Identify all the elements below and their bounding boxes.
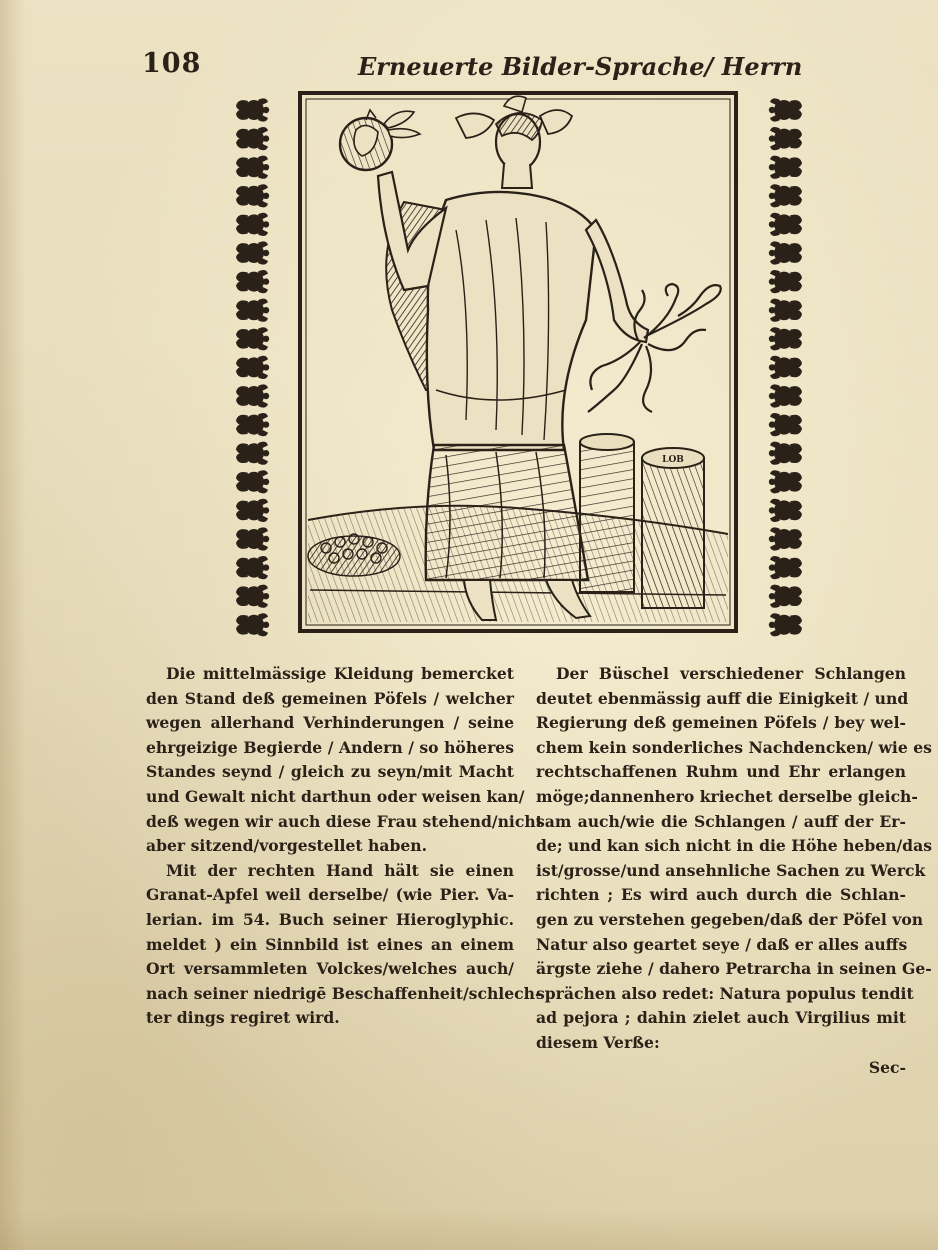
text-line: deutet ebenmässig auff die Einigkeit / und [536, 688, 909, 708]
fleuron-icon [236, 356, 269, 379]
fleuron-icon [769, 470, 802, 493]
text-line: wegen allerhand Verhinderungen / seine [146, 713, 514, 733]
text-line: Regierung deß gemeinen Pöfels / bey wel- [536, 713, 906, 733]
fleuron-icon [236, 413, 269, 436]
fleuron-icon [236, 299, 269, 322]
fleuron-icon [236, 241, 269, 264]
text-line: richten ; Es wird auch durch die Schlan- [536, 885, 906, 905]
fleuron-icon [236, 327, 269, 350]
fleuron-icon [769, 413, 802, 436]
fleuron-icon [236, 499, 269, 522]
woodcut-illustration [296, 90, 740, 636]
text-line: sprächen also redet: Natura populus tendit [536, 983, 914, 1003]
fleuron-icon [769, 156, 802, 179]
fleuron-icon [236, 585, 269, 608]
fleuron-icon [236, 127, 269, 150]
text-line: Mit der rechten Hand hält sie einen [166, 860, 514, 880]
jar-inscription: LOB [662, 455, 684, 465]
fleuron-icon [236, 98, 269, 121]
text-line: Der Büschel verschiedener Schlangen [556, 664, 906, 683]
fleuron-icon [236, 470, 269, 493]
text-line: diesem Verße: [536, 1032, 660, 1052]
serpents-bundle-icon [588, 284, 721, 412]
fleuron-border-left-icon [232, 96, 272, 640]
text-line: Standes seynd / gleich zu seyn/mit Macht [146, 762, 514, 782]
text-line: und Gewalt nicht darthun oder weisen kan/ [146, 786, 525, 806]
text-line: Natur also geartet seye / daß er alles auffs [536, 934, 908, 954]
page-edge-shadow [0, 0, 26, 1250]
text-line: de; und kan sich nicht in die Höhe heben/das [536, 836, 932, 856]
text-line: ärgste ziehe / dahero Petrarcha in seinen Ge- [536, 959, 932, 979]
text-line: lerian. im 54. Buch seiner Hieroglyphic. [146, 909, 514, 929]
page-bottom-shadow [0, 1210, 938, 1250]
fleuron-icon [769, 299, 802, 322]
fleuron-icon [236, 213, 269, 236]
text-line: ter dings regiret wird. [146, 1008, 340, 1028]
text-line: deß wegen wir auch diese Frau stehend/nicht [146, 811, 543, 831]
fleuron-icon [769, 556, 802, 579]
pomegranate-icon [340, 110, 420, 170]
fleuron-border-right-icon [766, 96, 806, 640]
text-line: aber sitzend/vorgestellet haben. [146, 836, 428, 856]
fleuron-icon [769, 384, 802, 407]
fleuron-icon [236, 613, 269, 636]
fleuron-icon [236, 442, 269, 465]
text-line: möge;dannenhero kriechet derselbe gleich- [536, 786, 918, 806]
text-line: nach seiner niedrigē Beschaffenheit/schlech- [146, 983, 542, 1003]
running-head: Erneuerte Bilder-Sprache/ Herrn [358, 52, 803, 81]
text-line: ist/grosse/und ansehnliche Sachen zu Werck [536, 860, 926, 880]
text-column-left [146, 662, 543, 1031]
fleuron-icon [236, 270, 269, 293]
fleuron-icon [769, 585, 802, 608]
text-line: ehrgeizige Begierde / Andern / so höheres [146, 737, 514, 757]
text-line: sam auch/wie die Schlangen / auff der Er- [536, 811, 906, 831]
fleuron-icon [769, 499, 802, 522]
text-column-right [536, 662, 932, 1080]
fleuron-icon [236, 184, 269, 207]
fleuron-icon [769, 241, 802, 264]
fleuron-icon [769, 127, 802, 150]
text-line: Granat-Apfel weil derselbe/ (wie Pier. Va- [146, 885, 514, 905]
text-line: meldet ) ein Sinnbild ist eines an einem [146, 934, 514, 954]
catchword: Sec- [868, 1057, 906, 1077]
fleuron-icon [769, 527, 802, 550]
fleuron-icon [769, 356, 802, 379]
fleuron-icon [236, 156, 269, 179]
fleuron-icon [769, 184, 802, 207]
text-line: Ort versammleten Volckes/welches auch/ [146, 959, 514, 979]
fleuron-icon [769, 270, 802, 293]
fleuron-icon [769, 442, 802, 465]
fleuron-icon [236, 556, 269, 579]
fleuron-icon [769, 613, 802, 636]
text-line: Die mittelmässige Kleidung bemercket [166, 664, 514, 683]
page-number: 108 [142, 48, 202, 79]
cylinder-icon [580, 434, 634, 592]
jar-icon [642, 448, 704, 608]
text-line: ad pejora ; dahin zielet auch Virgilius mit [536, 1008, 906, 1028]
text-line: rechtschaffenen Ruhm und Ehr erlangen [536, 762, 906, 782]
text-line: gen zu verstehen gegeben/daß der Pöfel von [536, 909, 924, 929]
fleuron-icon [769, 98, 802, 121]
text-line: chem kein sonderliches Nachdencken/ wie es [536, 737, 932, 757]
fleuron-icon [236, 384, 269, 407]
fleuron-icon [769, 327, 802, 350]
text-line: den Stand deß gemeinen Pöfels / welcher [146, 688, 514, 708]
fleuron-icon [769, 213, 802, 236]
fleuron-icon [236, 527, 269, 550]
